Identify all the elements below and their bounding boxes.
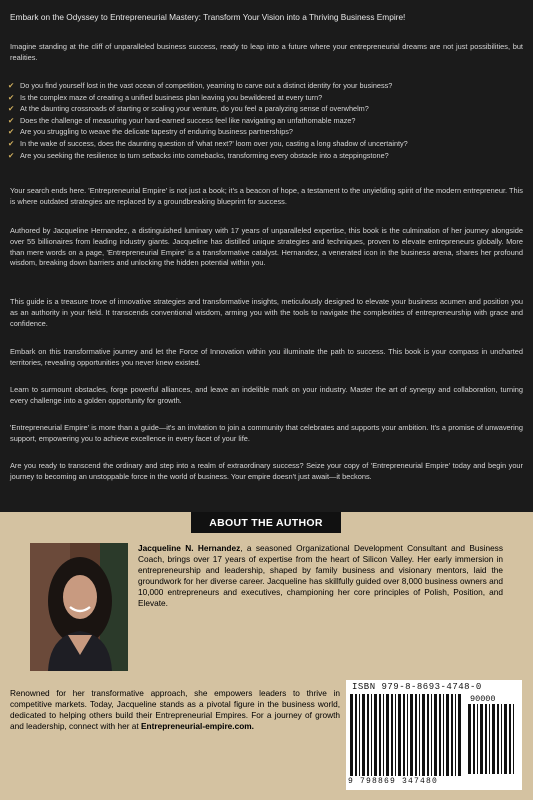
intro-paragraph: Imagine standing at the cliff of unparalleled business success, ready to leap into a future where your entrepreneurial dreams are not just possibilities, but realities. [10, 42, 523, 62]
author-bio: Jacqueline N. Hernandez, a seasoned Organizational Development Consultant and Business Coach, brings over 17 years of expertise from the heart of Silicon Valley. Her early immersion in entrepreneurship and leadership, shaped by family business and visionary mentors, laid the groundwork for her diverse career. Jacqueline has skillfully guided over 8,000 business owners and 10,000 entrepreneurs and executives, championing her core principles of Polish, Position, and Elevate. [138, 543, 503, 609]
barcode-bar [492, 704, 495, 774]
barcode-bar [446, 694, 449, 776]
barcode-bar [407, 694, 408, 776]
barcode-bar [489, 704, 490, 774]
check-icon: ✔ [8, 150, 15, 160]
author-bio-continued: Renowned for her transformative approach, she empowers leaders to thrive in competitive markets. Today, Jacqueline stands as a pivotal figure in the business world, dedicated to helping others build their Entrepreneurial Empires. For a journey of growth and leadership, connect with her at Entrepreneurial-empire.com. [10, 688, 340, 732]
barcode-bar [398, 694, 401, 776]
barcode-bar [386, 694, 389, 776]
author-photo [30, 543, 128, 671]
check-icon: ✔ [8, 104, 15, 114]
checklist-item: ✔ At the daunting crossroads of starting or scaling your venture, do you feel a paralyzing sense of overwhelm? [8, 104, 369, 114]
price-code: 90000 [470, 694, 496, 704]
barcode-bar [497, 704, 499, 774]
isbn-number: ISBN 979-8-8693-4748-0 [352, 682, 482, 692]
isbn-barcode [346, 680, 522, 790]
barcode-bar [513, 704, 514, 774]
headline: Embark on the Odyssey to Entrepreneurial Mastery: Transform Your Vision into a Thriving Business Empire! [10, 12, 406, 22]
body-paragraph: Your search ends here. 'Entrepreneurial Empire' is not just a book; it's a beacon of hope, a testament to the unyielding spirit of the modern entrepreneur. This is where outdated strategies are replaced by a groundbreaking blueprint for success. [10, 186, 523, 206]
barcode-bar [455, 694, 456, 776]
barcode-bar [359, 694, 360, 776]
body-paragraph: Authored by Jacqueline Hernandez, a distinguished luminary with 17 years of unparalleled expertise, this book is the culmination of her journey alongside over 55 billionaires from leading industry giants. Jacqueline has distilled unique strategies and techniques, proven to elevate entrepreneurs globally. More than mere words on a page, 'Entrepreneurial Empire' is a transformative catalyst. Hernandez, a venerated icon in the business arena, shares her profound wisdom, breaking down barriers and unlocking the hidden potential within you. [10, 226, 523, 268]
barcode-bar [468, 704, 471, 774]
barcode-bar [480, 704, 483, 774]
barcode-bar [504, 704, 507, 774]
check-icon: ✔ [8, 81, 15, 90]
barcode-bar [422, 694, 425, 776]
barcode-bar [403, 694, 405, 776]
check-icon: ✔ [8, 92, 15, 102]
body-paragraph: This guide is a treasure trove of innovative strategies and transformative insights, meticulously designed to elevate your business acumen and position you as an authority in your field. It transcends conventional wisdom, arming you with the tools to navigate the complexities of entrepreneurship with grace and confidence. [10, 297, 523, 328]
about-author-heading: ABOUT THE AUTHOR [191, 512, 341, 533]
barcode-bar [473, 704, 475, 774]
body-paragraph: Are you ready to transcend the ordinary and step into a realm of extraordinary success? Seize your copy of 'Entrepreneurial Empire' today and begin your journey to becoming an unstoppable force in the world of business. Your empire doesn't just await—it beckons. [10, 461, 523, 481]
barcode-bar [383, 694, 384, 776]
barcode-digits: 9 798869 347480 [348, 777, 439, 786]
barcode-bar [391, 694, 393, 776]
author-website: Entrepreneurial-empire.com. [141, 721, 254, 732]
checklist-item: ✔ In the wake of success, does the daunting question of 'what next?' loom over you, casting a long shadow of uncertainty? [8, 138, 408, 148]
barcode-bar [485, 704, 487, 774]
barcode-bar [439, 694, 441, 776]
barcode-bar [443, 694, 444, 776]
checklist-item: ✔ Does the challenge of measuring your hard-earned success feel like navigating an unfathomable maze? [8, 115, 356, 125]
barcode-bar [355, 694, 357, 776]
price-barcode-bars [468, 704, 518, 774]
barcode-bar [362, 694, 365, 776]
barcode-bar [374, 694, 377, 776]
check-icon: ✔ [8, 127, 15, 137]
body-paragraph: Learn to surmount obstacles, forge powerful alliances, and leave an indelible mark on your industry. Master the art of synergy and collaboration, turning every challenge into a golden opportunity for growth. [10, 385, 523, 405]
barcode-bar [458, 694, 461, 776]
author-name: Jacqueline N. Hernandez [138, 543, 241, 553]
checklist-item: ✔ Is the complex maze of creating a unified business plan leaving you bewildered at every turn? [8, 92, 323, 102]
barcode-bar [371, 694, 372, 776]
checklist-item: ✔ Are you seeking the resilience to turn setbacks into comebacks, transforming every obstacle into a steppingstone? [8, 150, 389, 160]
barcode-bar [427, 694, 429, 776]
barcode-bar [419, 694, 420, 776]
barcode-bar [431, 694, 432, 776]
barcode-bar [410, 694, 413, 776]
barcode-bar [451, 694, 453, 776]
barcode-bar [367, 694, 369, 776]
barcode-bar [509, 704, 511, 774]
barcode-bar [350, 694, 353, 776]
barcode-bar [434, 694, 437, 776]
body-paragraph: Embark on this transformative journey and let the Force of Innovation within you illuminate the path to success. This book is your compass in uncharted territories, revealing opportunities you never knew existed. [10, 347, 523, 367]
check-icon: ✔ [8, 115, 15, 125]
barcode-bar [477, 704, 478, 774]
barcode-bar [415, 694, 417, 776]
checklist-item: ✔ Do you find yourself lost in the vast ocean of competition, yearning to carve out a distinct identity for your business? [8, 81, 393, 90]
barcode-bars [350, 694, 464, 776]
barcode-bar [501, 704, 502, 774]
barcode-bar [379, 694, 381, 776]
barcode-bar [395, 694, 396, 776]
check-icon: ✔ [8, 138, 15, 148]
body-paragraph: 'Entrepreneurial Empire' is more than a guide—it's an invitation to join a community that celebrates and supports your ambition. It's a promise of unwavering support, empowering you to achieve excellence in every facet of your life. [10, 423, 523, 443]
checklist-item: ✔ Are you struggling to weave the delicate tapestry of enduring business partnerships? [8, 127, 293, 137]
question-checklist [8, 80, 523, 161]
